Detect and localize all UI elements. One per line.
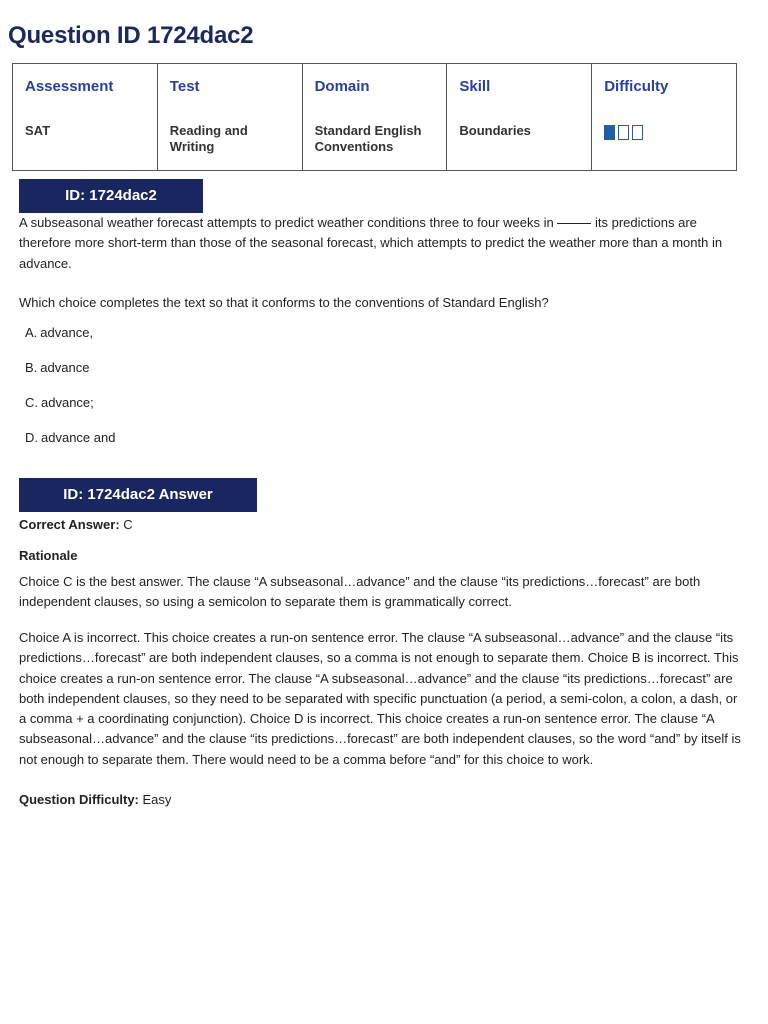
- question-meta-table: [12, 63, 737, 171]
- choice-c-letter: C.: [25, 395, 38, 410]
- difficulty-box-filled: [604, 125, 615, 140]
- rationale-paragraph-2: Choice A is incorrect. This choice creates a run-on sentence error. The clause “A subseasonal…advance” and the clause “its predictions…forecast” are both independent clauses, so a comma is not enough to separate them. Choice B is incorrect. This choice creates a run-on sentence error. The clause “A subseasonal…advance” and the clause “its predictions…forecast” are both independent clauses, so they need to be separated with specific punctuation (a period, a semi-colon, a colon, a dash, or a comma + a coordinating conjunction). Choice D is incorrect. This choice creates a run-on sentence error. The clause “A subseasonal…advance” and the clause “its predictions…forecast” are both independent clauses, so the word “and” by itself is not enough to separate them. There would need to be a comma before “and” for this choice to work.: [19, 630, 741, 767]
- choice-d[interactable]: [25, 430, 118, 445]
- value-difficulty: [592, 114, 737, 171]
- choice-c[interactable]: [25, 395, 97, 410]
- header-skill: Skill: [447, 64, 592, 114]
- question-id-banner: ID: 1724dac2: [19, 179, 203, 213]
- correct-answer-value: C: [123, 517, 133, 532]
- value-test: Reading and Writing: [157, 114, 302, 171]
- meta-value-row: [13, 114, 737, 171]
- choice-d-text: advance and: [41, 430, 116, 445]
- answer-id-banner: ID: 1724dac2 Answer: [19, 478, 257, 512]
- value-domain: Standard English Conventions: [302, 114, 447, 171]
- difficulty-indicator: [604, 125, 724, 140]
- question-prompt: Which choice completes the text so that it conforms to the conventions of Standard English?: [19, 295, 549, 310]
- choice-b[interactable]: [25, 360, 92, 375]
- question-passage: [19, 213, 747, 274]
- header-assessment: Assessment: [13, 64, 158, 114]
- question-difficulty: [19, 790, 747, 810]
- choice-a-text: advance,: [40, 325, 94, 340]
- question-difficulty-value: Easy: [142, 792, 172, 807]
- choice-b-letter: B.: [25, 360, 38, 375]
- passage-before-blank: A subseasonal weather forecast attempts to predict weather conditions three to four weeks in: [19, 215, 554, 230]
- header-difficulty: Difficulty: [592, 64, 737, 114]
- difficulty-box-empty: [632, 125, 643, 140]
- choice-a[interactable]: [25, 325, 96, 340]
- correct-answer: [19, 515, 747, 535]
- rationale-heading: Rationale: [19, 548, 78, 563]
- choice-d-letter: D.: [25, 430, 38, 445]
- passage-after-blank: its predictions are therefore more short-term than those of the seasonal forecast, which attempts to predict the weather more than a month in advance.: [19, 215, 723, 271]
- meta-header-row: [13, 64, 737, 114]
- correct-answer-label: Correct Answer:: [19, 517, 120, 532]
- value-assessment: SAT: [13, 114, 158, 171]
- choice-b-text: advance: [40, 360, 90, 375]
- choice-c-text: advance;: [41, 395, 94, 410]
- question-difficulty-label: Question Difficulty:: [19, 792, 139, 807]
- difficulty-box-empty: [618, 125, 629, 140]
- page-title: Question ID 1724dac2: [8, 22, 254, 49]
- rationale-paragraph-1: Choice C is the best answer. The clause “A subseasonal…advance” and the clause “its predictions…forecast” are both independent clauses, so using a semicolon to separate them is grammatically correct.: [19, 574, 701, 610]
- value-skill: Boundaries: [447, 114, 592, 171]
- choice-a-letter: A.: [25, 325, 38, 340]
- header-domain: Domain: [302, 64, 447, 114]
- header-test: Test: [157, 64, 302, 114]
- passage-blank: [557, 222, 591, 224]
